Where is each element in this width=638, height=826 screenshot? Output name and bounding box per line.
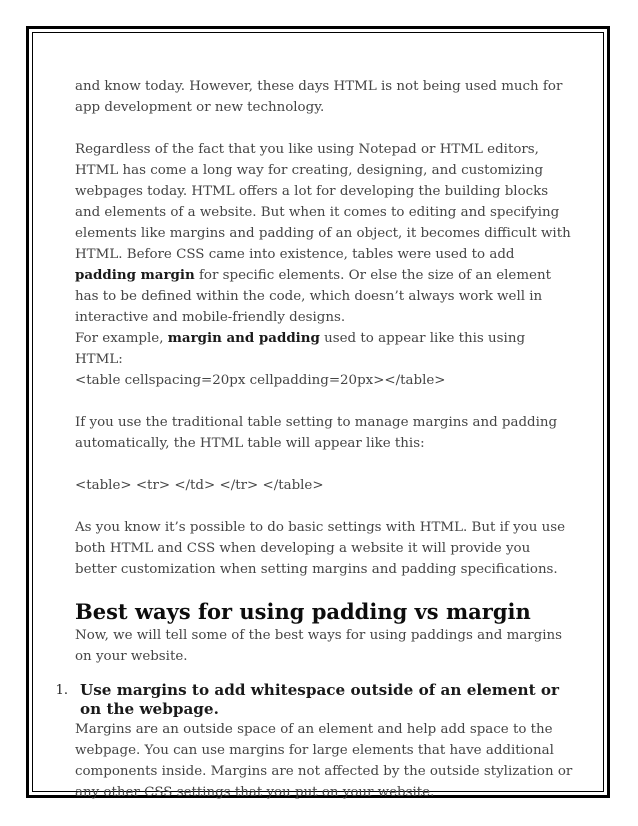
bold-term-margin-and-padding: margin and padding xyxy=(167,330,320,346)
list-item-body: Margins are an outside space of an element and help add space to the webpage. You can use margins for large elements that have additional components inside. Margins are not affected by the outside stylization or any other CSS settings that you put on your website. xyxy=(75,722,573,800)
paragraph-intro: and know today. However, these days HTML is not being used much for app development or new technology. xyxy=(75,79,563,115)
code-sample-table-tags: <table> <tr> </td> </tr> </table> xyxy=(75,478,324,493)
tips-list xyxy=(55,681,575,719)
paragraph-traditional-table: If you use the traditional table setting to manage margins and padding automatically, the HTML table will appear like this: xyxy=(75,415,558,451)
paragraph-html-css: As you know it’s possible to do basic settings with HTML. But if you use both HTML and CSS when developing a website it will provide you better customization when setting margins and padding specifications. xyxy=(75,520,566,577)
code-sample-table-attributes: <table cellspacing=20px cellpadding=20px></table> xyxy=(75,373,446,388)
list-item xyxy=(55,681,575,719)
list-item-number: 1. xyxy=(55,683,68,698)
document-body xyxy=(55,76,575,803)
paragraph-text: Regardless of the fact that you like using Notepad or HTML editors, HTML has come a long way for creating, designing, and customizing webpages today. HTML offers a lot for developing the building blocks and elements of a website. But when it comes to editing and specifying elements like margins and padding of an object, it becomes difficult with HTML. Before CSS came into existence, tables were used to add xyxy=(75,142,571,262)
paragraph-example xyxy=(75,328,575,370)
section-intro: Now, we will tell some of the best ways for using paddings and margins on your website. xyxy=(75,628,562,664)
list-item-title: Use margins to add whitespace outside of an element or on the webpage. xyxy=(80,681,559,718)
paragraph-text: used to appear like this using HTML: xyxy=(75,331,526,367)
paragraph-html-history xyxy=(75,139,575,328)
bold-term-padding-margin: padding margin xyxy=(75,267,195,283)
section-heading: Best ways for using padding vs margin xyxy=(75,599,531,624)
paragraph-text: For example, xyxy=(75,331,168,346)
paragraph-text: for specific elements. Or else the size of an element has to be defined within the code, which doesn’t always work well in interactive and mobile-friendly designs. xyxy=(75,268,551,325)
